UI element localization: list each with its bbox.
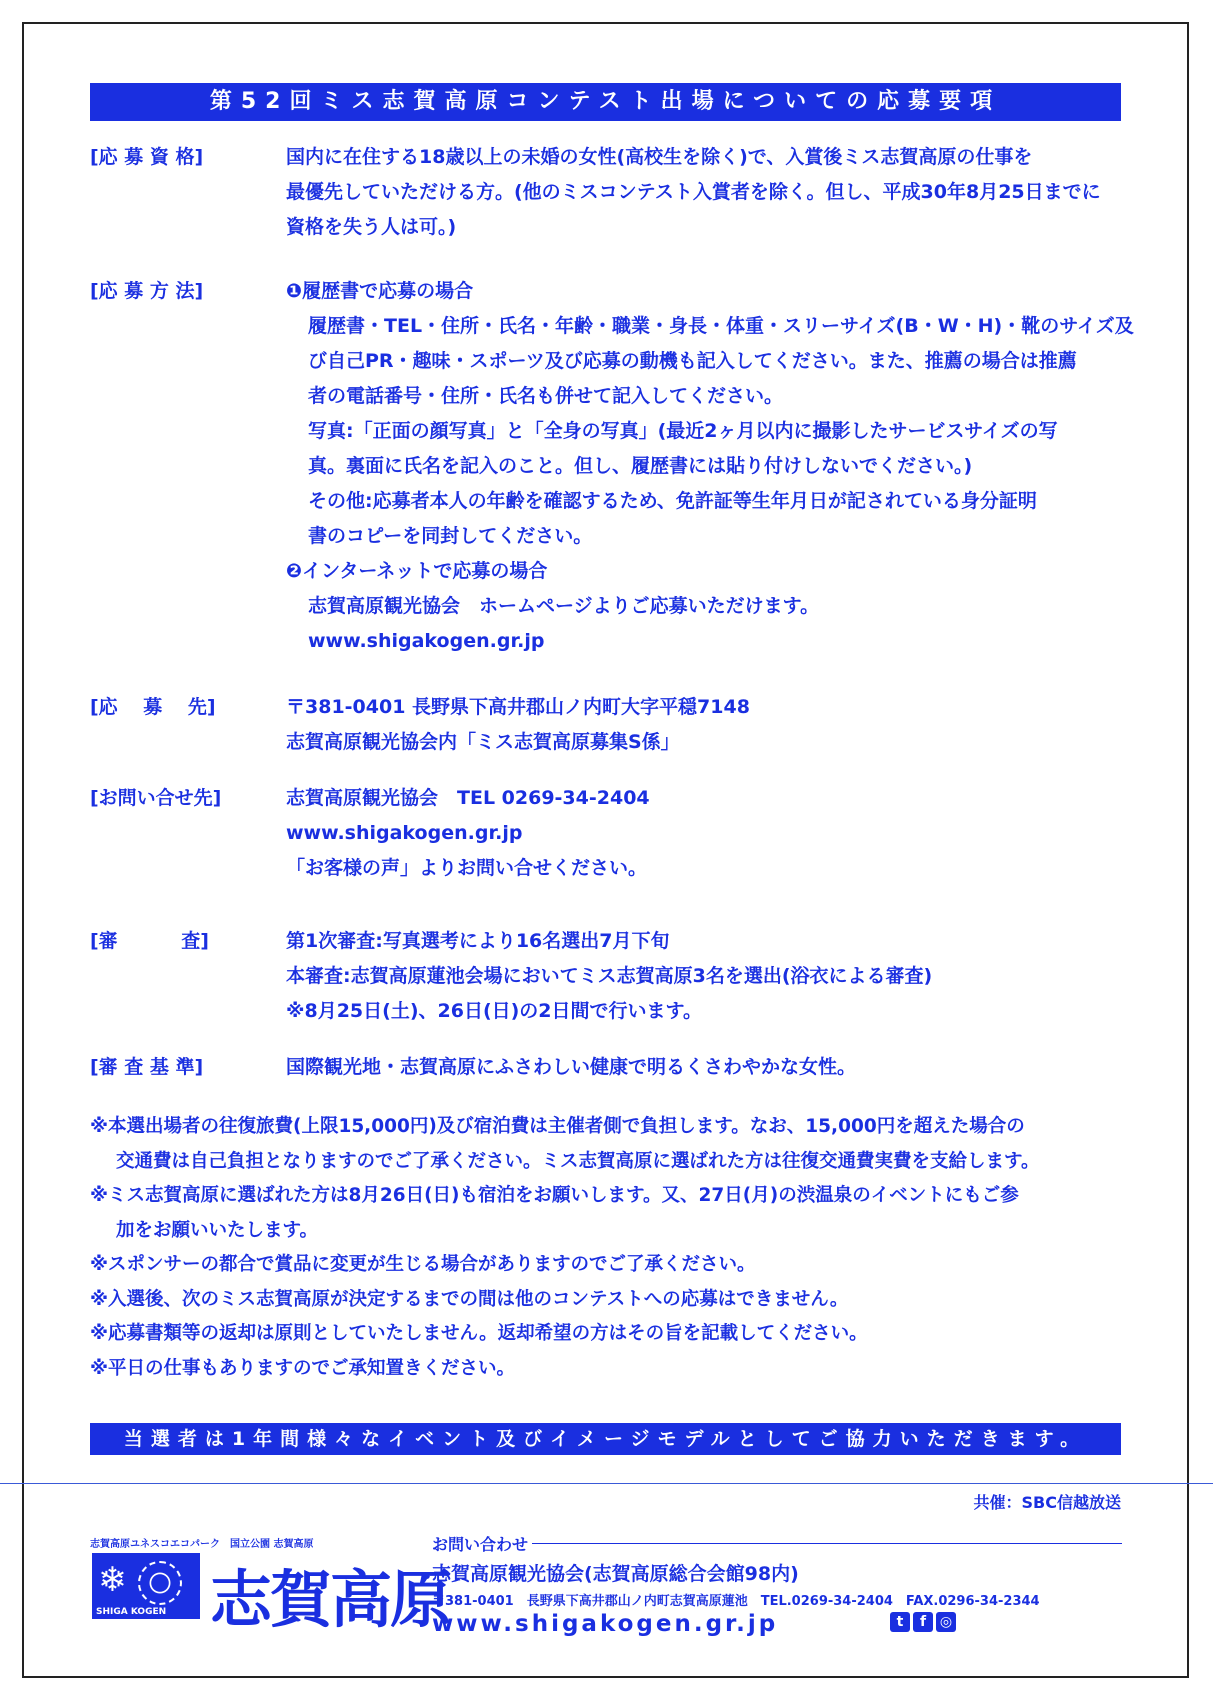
footer-banner: 当選者は1年間様々なイベント及びイメージモデルとしてご協力いただきます。: [90, 1423, 1121, 1455]
website-link[interactable]: www.shigakogen.gr.jp: [308, 630, 545, 652]
instagram-icon[interactable]: ◎: [936, 1612, 956, 1632]
text-line: 国内に在住する18歳以上の未婚の女性(高校生を除く)で、入賞後ミス志賀高原の仕事を: [286, 146, 1033, 168]
text-line: 志賀高原観光協会 TEL 0269-34-2404: [286, 787, 650, 809]
text-line: 国際観光地・志賀高原にふさわしい健康で明るくさわやかな女性。: [286, 1056, 857, 1078]
note-item: ※ミス志賀高原に選ばれた方は8月26日(日)も宿泊をお願いします。又、27日(月)の渋温泉のイベントにもご参: [90, 1185, 1019, 1206]
section-eligibility: [90, 140, 1130, 245]
text-line: その他:応募者本人の年齢を確認するため、免許証等生年月日が記されている身分証明: [308, 490, 1037, 512]
notes-list: [90, 1110, 1130, 1386]
section-label: [お問い合せ先]: [90, 787, 222, 809]
text-line: 志賀高原観光協会内「ミス志賀高原募集S係」: [286, 731, 680, 753]
option-title: ❷インターネットで応募の場合: [286, 560, 548, 582]
text-line: 志賀高原観光協会 ホームページよりご応募いただけます。: [308, 595, 820, 617]
section-destination: [90, 690, 1130, 760]
section-label: [審 査]: [90, 930, 209, 952]
text-line: 者の電話番号・住所・氏名も併せて記入してください。: [308, 385, 784, 407]
twitter-icon[interactable]: t: [890, 1612, 910, 1632]
text-line: 履歴書・TEL・住所・氏名・年齢・職業・身長・体重・スリーサイズ(B・W・H)・靴のサイズ及: [308, 315, 1134, 337]
sponsor-text: 共催：SBC信越放送: [973, 1493, 1121, 1512]
facebook-icon[interactable]: f: [913, 1612, 933, 1632]
text-line: 「お客様の声」よりお問い合せください。: [286, 857, 648, 879]
divider: [0, 1483, 1213, 1484]
contact-organization: 志賀高原観光協会(志賀高原総合会館98内): [432, 1563, 799, 1585]
section-label: [審 査 基 準]: [90, 1056, 204, 1078]
contact-website-link[interactable]: www.shigakogen.gr.jp: [432, 1611, 779, 1637]
contact-rule: [532, 1543, 1122, 1544]
text-line: 資格を失う人は可。): [286, 216, 457, 238]
logo-english: SHIGA KOGEN: [96, 1607, 167, 1617]
text-line: 最優先していただける方。(他のミスコンテスト入賞者を除く。但し、平成30年8月25日までに: [286, 181, 1101, 203]
note-item: 加をお願いいたします。: [116, 1219, 319, 1241]
contact-heading-label: お問い合わせ: [432, 1535, 529, 1554]
contact-block: [432, 1532, 1122, 1637]
section-label: [応 募 資 格]: [90, 146, 204, 168]
contact-heading: [432, 1532, 1122, 1555]
website-link[interactable]: www.shigakogen.gr.jp: [286, 822, 523, 844]
note-item: ※平日の仕事もありますのでご承知置きください。: [90, 1357, 515, 1379]
contact-address: 〒381-0401 長野県下高井郡山ノ内町志賀高原蓮池 TEL.0269-34-2404 FAX.0296-34-2344: [432, 1594, 1040, 1609]
text-line: 真。裏面に氏名を記入のこと。但し、履歴書には貼り付けしないでください。): [308, 455, 973, 477]
text-line: 第1次審査:写真選考により16名選出7月下旬: [286, 930, 670, 952]
shiga-kogen-logo: [92, 1553, 200, 1619]
section-inquiry: [90, 781, 1130, 886]
note-item: ※入選後、次のミス志賀高原が決定するまでの間は他のコンテストへの応募はできません。: [90, 1288, 849, 1310]
section-method: [90, 274, 1134, 659]
section-judging: [90, 924, 1130, 1029]
logo-subtitle: 志賀高原ユネスコエコパーク 国立公園 志賀高原: [90, 1539, 314, 1550]
note-item: 交通費は自己負担となりますのでご了承ください。ミス志賀高原に選ばれた方は往復交通費実費を支給します。: [116, 1150, 1040, 1172]
text-line: 書のコピーを同封してください。: [308, 525, 593, 547]
text-line: 〒381-0401 長野県下高井郡山ノ内町大字平穏7148: [286, 696, 750, 718]
text-line: 本審査:志賀高原蓮池会場においてミス志賀高原3名を選出(浴衣による審査): [286, 965, 933, 987]
note-item: ※応募書類等の返却は原則としていたしません。返却希望の方はその旨を記載してください。: [90, 1323, 868, 1344]
option-title: ❶履歴書で応募の場合: [286, 280, 474, 302]
text-line: ※8月25日(土)、26日(日)の2日間で行います。: [286, 1000, 703, 1022]
section-label: [応 募 先]: [90, 696, 216, 718]
social-icons: [890, 1612, 956, 1632]
logo-wordmark: 志賀高原: [210, 1563, 451, 1636]
section-criteria: [90, 1050, 1130, 1085]
page-title: 第52回ミス志賀高原コンテスト出場についての応募要項: [90, 83, 1121, 121]
sun-icon: [138, 1561, 182, 1605]
section-label: [応 募 方 法]: [90, 280, 204, 302]
snowflake-icon: ❄: [98, 1560, 127, 1600]
text-line: 写真:「正面の顔写真」と「全身の写真」(最近2ヶ月以内に撮影したサービスサイズの写: [308, 420, 1058, 442]
note-item: ※本選出場者の往復旅費(上限15,000円)及び宿泊費は主催者側で負担します。なお、15,000円を超えた場合の: [90, 1116, 1025, 1137]
text-line: び自己PR・趣味・スポーツ及び応募の動機も記入してください。また、推薦の場合は推薦: [308, 350, 1077, 372]
note-item: ※スポンサーの都合で賞品に変更が生じる場合がありますのでご了承ください。: [90, 1254, 756, 1275]
